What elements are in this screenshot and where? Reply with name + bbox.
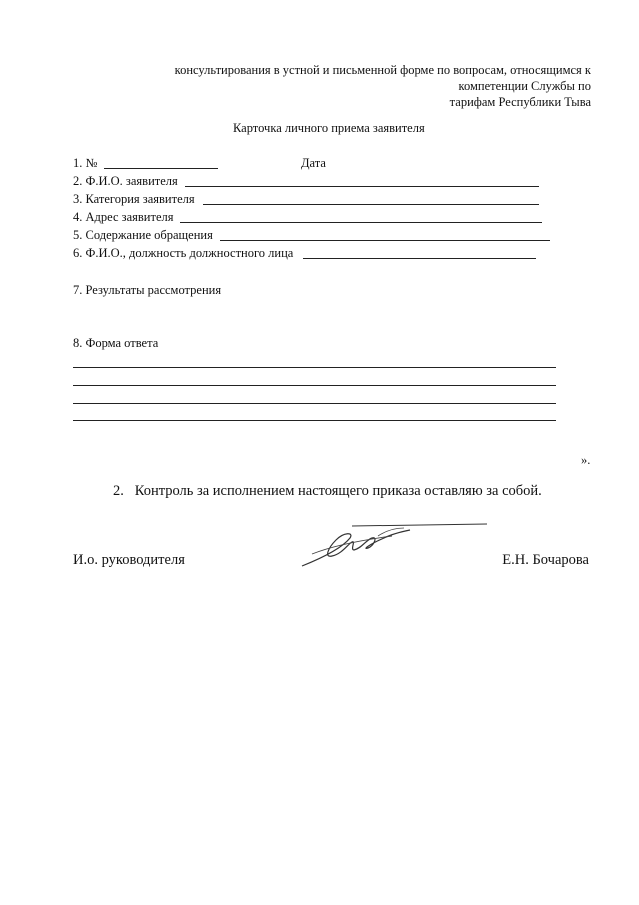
closing-quote: ».	[581, 453, 591, 467]
field-applicant-category-line	[203, 204, 539, 205]
field-official-label: 6. Ф.И.О., должность должностного лица	[73, 246, 294, 260]
field-number-line	[104, 168, 218, 169]
header-line-2: компетенции Службы по	[458, 79, 591, 93]
field-applicant-name-label: 2. Ф.И.О. заявителя	[73, 174, 178, 188]
order-item-2: 2. Контроль за исполнением настоящего приказа оставляю за собой.	[113, 483, 542, 499]
field-number-label: 1. №	[73, 156, 98, 170]
field-official-line	[303, 258, 536, 259]
field-appeal-content-line	[220, 240, 550, 241]
header-line-1: консультирования в устной и письменной форме по вопросам, относящимся к	[174, 63, 591, 77]
card-title: Карточка личного приема заявителя	[233, 121, 425, 135]
answer-form-label: 8. Форма ответа	[73, 336, 159, 350]
handwritten-signature	[292, 518, 492, 578]
answer-line-3	[73, 403, 556, 404]
field-applicant-category-label: 3. Категория заявителя	[73, 192, 195, 206]
answer-line-1	[73, 367, 556, 368]
signature-position: И.о. руководителя	[73, 552, 185, 568]
answer-line-4	[73, 420, 556, 421]
signatory-name: Е.Н. Бочарова	[502, 552, 589, 568]
results-label: 7. Результаты рассмотрения	[73, 283, 222, 297]
field-applicant-address-label: 4. Адрес заявителя	[73, 210, 174, 224]
field-appeal-content-label: 5. Содержание обращения	[73, 228, 213, 242]
field-applicant-name-line	[185, 186, 539, 187]
answer-line-2	[73, 385, 556, 386]
field-applicant-address-line	[180, 222, 542, 223]
header-line-3: тарифам Республики Тыва	[449, 95, 591, 109]
date-label: Дата	[301, 156, 326, 170]
